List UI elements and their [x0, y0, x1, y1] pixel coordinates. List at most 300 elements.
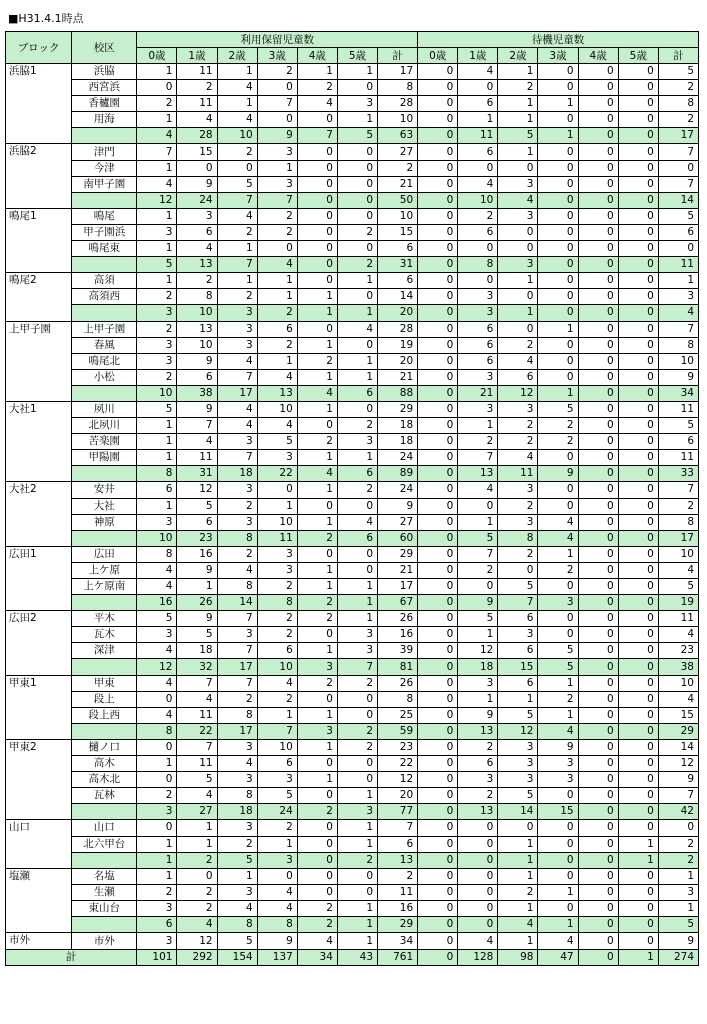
waiting-count-cell: 0	[578, 498, 618, 514]
header-age-waiting: 1歳	[458, 48, 498, 64]
using-count-cell: 3	[297, 659, 337, 675]
using-count-cell: 0	[257, 868, 297, 884]
using-count-cell: 6	[378, 273, 418, 289]
using-count-cell: 2	[257, 337, 297, 353]
using-count-cell: 1	[337, 836, 377, 852]
waiting-count-cell: 6	[458, 321, 498, 337]
using-count-cell: 0	[337, 546, 377, 562]
waiting-count-cell: 0	[418, 80, 458, 96]
using-count-cell: 0	[177, 868, 217, 884]
using-count-cell: 2	[257, 820, 297, 836]
school-name: 樋ノ口	[72, 739, 137, 755]
using-count-cell: 2	[217, 546, 257, 562]
waiting-count-cell: 1	[538, 96, 578, 112]
waiting-count-cell: 0	[618, 369, 658, 385]
table-row	[6, 418, 699, 434]
table-row	[6, 900, 699, 916]
waiting-count-cell: 18	[458, 659, 498, 675]
using-count-cell: 28	[378, 96, 418, 112]
using-count-cell: 17	[217, 659, 257, 675]
waiting-count-cell: 7	[658, 144, 698, 160]
subtotal-label	[72, 595, 137, 611]
using-count-cell: 10	[177, 337, 217, 353]
using-count-cell: 1	[257, 353, 297, 369]
using-count-cell: 24	[257, 804, 297, 820]
waiting-count-cell: 4	[658, 562, 698, 578]
table-row	[6, 176, 699, 192]
using-count-cell: 11	[177, 756, 217, 772]
using-count-cell: 0	[297, 868, 337, 884]
subtotal-label	[72, 128, 137, 144]
using-count-cell: 26	[378, 611, 418, 627]
school-name: 深津	[72, 643, 137, 659]
school-name: 生瀬	[72, 884, 137, 900]
using-count-cell: 7	[177, 739, 217, 755]
using-count-cell: 0	[297, 788, 337, 804]
using-count-cell: 9	[177, 611, 217, 627]
waiting-count-cell: 0	[578, 579, 618, 595]
header-block: ブロック	[6, 32, 72, 64]
waiting-count-cell: 8	[658, 96, 698, 112]
waiting-count-cell: 0	[618, 224, 658, 240]
using-count-cell: 2	[297, 530, 337, 546]
block-name: 市外	[6, 933, 72, 950]
waiting-count-cell: 0	[658, 820, 698, 836]
waiting-count-cell: 0	[578, 64, 618, 80]
using-count-cell: 0	[337, 401, 377, 417]
header-age-using: 0歳	[137, 48, 177, 64]
header-group-waiting: 待機児童数	[418, 32, 699, 48]
using-count-cell: 16	[378, 627, 418, 643]
waiting-count-cell: 4	[458, 482, 498, 498]
waiting-count-cell: 3	[658, 289, 698, 305]
waiting-count-cell: 0	[458, 241, 498, 257]
waiting-count-cell: 3	[458, 675, 498, 691]
block-name: 大社1	[6, 401, 72, 481]
table-row	[6, 80, 699, 96]
using-count-cell: 0	[257, 241, 297, 257]
using-count-cell: 3	[137, 337, 177, 353]
using-count-cell: 7	[137, 144, 177, 160]
waiting-count-cell: 0	[578, 273, 618, 289]
using-count-cell: 3	[217, 739, 257, 755]
using-count-cell: 3	[137, 305, 177, 321]
waiting-count-cell: 1	[498, 144, 538, 160]
using-count-cell: 16	[177, 546, 217, 562]
using-count-cell: 2	[137, 321, 177, 337]
using-count-cell: 8	[378, 80, 418, 96]
waiting-count-cell: 0	[418, 385, 458, 401]
using-count-cell: 2	[137, 289, 177, 305]
waiting-count-cell: 0	[618, 450, 658, 466]
using-count-cell: 1	[257, 836, 297, 852]
using-count-cell: 88	[378, 385, 418, 401]
school-name: 段上西	[72, 707, 137, 723]
using-count-cell: 3	[217, 337, 257, 353]
using-count-cell: 26	[378, 675, 418, 691]
waiting-count-cell: 0	[458, 916, 498, 932]
using-count-cell: 9	[177, 562, 217, 578]
waiting-count-cell: 38	[658, 659, 698, 675]
table-row	[6, 337, 699, 353]
using-count-cell: 6	[257, 321, 297, 337]
using-count-cell: 1	[297, 64, 337, 80]
using-count-cell: 0	[257, 80, 297, 96]
using-count-cell: 6	[137, 482, 177, 498]
school-name: 鳴尾北	[72, 353, 137, 369]
subtotal-row	[6, 305, 699, 321]
using-count-cell: 11	[378, 884, 418, 900]
waiting-count-cell: 0	[458, 80, 498, 96]
waiting-count-cell: 0	[578, 595, 618, 611]
waiting-count-cell: 0	[578, 192, 618, 208]
school-name: 東山台	[72, 900, 137, 916]
waiting-count-cell: 1	[538, 675, 578, 691]
using-count-cell: 2	[137, 369, 177, 385]
waiting-count-cell: 6	[458, 337, 498, 353]
using-count-cell: 2	[137, 788, 177, 804]
waiting-count-cell: 5	[498, 707, 538, 723]
using-count-cell: 2	[257, 305, 297, 321]
waiting-count-cell: 0	[578, 530, 618, 546]
using-count-cell: 1	[137, 836, 177, 852]
waiting-count-cell: 0	[578, 675, 618, 691]
using-count-cell: 6	[337, 466, 377, 482]
waiting-count-cell: 2	[498, 884, 538, 900]
waiting-count-cell: 0	[538, 627, 578, 643]
school-name: 今津	[72, 160, 137, 176]
using-count-cell: 0	[137, 772, 177, 788]
waiting-count-cell: 12	[658, 756, 698, 772]
waiting-count-cell: 0	[538, 112, 578, 128]
waiting-count-cell: 0	[578, 241, 618, 257]
waiting-count-cell: 0	[418, 595, 458, 611]
waiting-count-cell: 0	[538, 208, 578, 224]
using-count-cell: 6	[378, 241, 418, 257]
header-age-waiting: 2歳	[498, 48, 538, 64]
using-count-cell: 18	[378, 434, 418, 450]
header-age-using: 計	[378, 48, 418, 64]
using-count-cell: 11	[177, 450, 217, 466]
waiting-count-cell: 0	[418, 418, 458, 434]
waiting-count-cell: 0	[538, 80, 578, 96]
waiting-count-cell: 0	[618, 820, 658, 836]
waiting-count-cell: 0	[418, 852, 458, 868]
using-count-cell: 20	[378, 305, 418, 321]
waiting-count-cell: 1	[498, 836, 538, 852]
waiting-count-cell: 0	[538, 64, 578, 80]
using-count-cell: 17	[217, 385, 257, 401]
using-count-cell: 4	[137, 675, 177, 691]
waiting-count-cell: 3	[498, 739, 538, 755]
using-count-cell: 19	[378, 337, 418, 353]
waiting-count-cell: 4	[658, 691, 698, 707]
waiting-count-cell: 10	[458, 192, 498, 208]
waiting-count-cell: 5	[498, 128, 538, 144]
waiting-count-cell: 0	[458, 900, 498, 916]
waiting-count-cell: 0	[618, 208, 658, 224]
table-row	[6, 643, 699, 659]
using-count-cell: 26	[177, 595, 217, 611]
waiting-count-cell: 5	[458, 611, 498, 627]
using-count-cell: 4	[217, 80, 257, 96]
using-count-cell: 10	[378, 208, 418, 224]
waiting-count-cell: 0	[458, 160, 498, 176]
waiting-count-cell: 9	[538, 466, 578, 482]
using-count-cell: 81	[378, 659, 418, 675]
waiting-count-cell: 0	[618, 514, 658, 530]
waiting-count-cell: 3	[498, 627, 538, 643]
waiting-count-cell: 0	[578, 160, 618, 176]
using-count-cell: 3	[177, 208, 217, 224]
waiting-count-cell: 0	[418, 160, 458, 176]
table-row	[6, 546, 699, 562]
waiting-count-cell: 0	[418, 772, 458, 788]
waiting-count-cell: 0	[618, 321, 658, 337]
waiting-count-cell: 0	[578, 950, 618, 966]
waiting-count-cell: 0	[578, 707, 618, 723]
waiting-count-cell: 2	[498, 418, 538, 434]
waiting-count-cell: 0	[418, 788, 458, 804]
subtotal-label	[72, 530, 137, 546]
school-name: 甲東	[72, 675, 137, 691]
using-count-cell: 154	[217, 950, 257, 966]
waiting-count-cell: 0	[578, 723, 618, 739]
waiting-count-cell: 0	[538, 192, 578, 208]
using-count-cell: 1	[337, 369, 377, 385]
using-count-cell: 0	[297, 691, 337, 707]
using-count-cell: 17	[378, 64, 418, 80]
waiting-count-cell: 3	[498, 208, 538, 224]
waiting-count-cell: 0	[578, 884, 618, 900]
using-count-cell: 2	[337, 852, 377, 868]
subtotal-row	[6, 852, 699, 868]
using-count-cell: 3	[257, 772, 297, 788]
using-count-cell: 8	[217, 579, 257, 595]
using-count-cell: 1	[137, 273, 177, 289]
using-count-cell: 4	[337, 514, 377, 530]
school-name: 名塩	[72, 868, 137, 884]
using-count-cell: 2	[378, 160, 418, 176]
waiting-count-cell: 0	[618, 273, 658, 289]
waiting-count-cell: 3	[458, 289, 498, 305]
waiting-count-cell: 2	[498, 434, 538, 450]
using-count-cell: 1	[297, 450, 337, 466]
waiting-count-cell: 9	[658, 933, 698, 950]
using-count-cell: 0	[217, 160, 257, 176]
using-count-cell: 3	[137, 900, 177, 916]
waiting-count-cell: 0	[458, 836, 498, 852]
table-row	[6, 450, 699, 466]
using-count-cell: 1	[297, 579, 337, 595]
using-count-cell: 0	[297, 112, 337, 128]
waiting-count-cell: 14	[658, 192, 698, 208]
using-count-cell: 3	[217, 321, 257, 337]
waiting-count-cell: 0	[418, 353, 458, 369]
using-count-cell: 3	[217, 514, 257, 530]
using-count-cell: 0	[297, 418, 337, 434]
waiting-count-cell: 0	[618, 562, 658, 578]
waiting-count-cell: 3	[538, 756, 578, 772]
using-count-cell: 3	[137, 353, 177, 369]
using-count-cell: 3	[257, 546, 297, 562]
using-count-cell: 7	[217, 369, 257, 385]
waiting-count-cell: 0	[418, 579, 458, 595]
waiting-count-cell: 0	[418, 950, 458, 966]
school-name: 安井	[72, 482, 137, 498]
using-count-cell: 3	[217, 434, 257, 450]
waiting-count-cell: 1	[658, 900, 698, 916]
waiting-count-cell: 0	[618, 900, 658, 916]
using-count-cell: 2	[257, 64, 297, 80]
waiting-count-cell: 5	[658, 64, 698, 80]
using-count-cell: 4	[177, 112, 217, 128]
subtotal-row	[6, 128, 699, 144]
school-name: 鳴尾	[72, 208, 137, 224]
using-count-cell: 12	[177, 482, 217, 498]
using-count-cell: 2	[137, 884, 177, 900]
using-count-cell: 21	[378, 369, 418, 385]
table-row	[6, 739, 699, 755]
waiting-count-cell: 0	[418, 208, 458, 224]
using-count-cell: 0	[257, 112, 297, 128]
header-age-waiting: 0歳	[418, 48, 458, 64]
grand-total-row	[6, 950, 699, 966]
using-count-cell: 1	[337, 788, 377, 804]
using-count-cell: 2	[137, 96, 177, 112]
waiting-count-cell: 23	[658, 643, 698, 659]
using-count-cell: 1	[297, 643, 337, 659]
waiting-count-cell: 1	[498, 691, 538, 707]
waiting-count-cell: 2	[458, 208, 498, 224]
waiting-count-cell: 0	[618, 884, 658, 900]
waiting-count-cell: 0	[578, 401, 618, 417]
waiting-count-cell: 0	[618, 64, 658, 80]
waiting-count-cell: 0	[618, 916, 658, 932]
waiting-count-cell: 4	[498, 353, 538, 369]
using-count-cell: 10	[137, 385, 177, 401]
waiting-count-cell: 0	[618, 176, 658, 192]
using-count-cell: 0	[337, 691, 377, 707]
using-count-cell: 1	[337, 112, 377, 128]
waiting-count-cell: 1	[498, 273, 538, 289]
waiting-count-cell: 2	[658, 80, 698, 96]
using-count-cell: 12	[177, 933, 217, 950]
using-count-cell: 1	[217, 273, 257, 289]
using-count-cell: 5	[337, 128, 377, 144]
waiting-count-cell: 2	[458, 788, 498, 804]
using-count-cell: 18	[217, 804, 257, 820]
school-name: 高須西	[72, 289, 137, 305]
waiting-count-cell: 0	[538, 144, 578, 160]
waiting-count-cell: 1	[458, 418, 498, 434]
using-count-cell: 6	[177, 369, 217, 385]
header-age-waiting: 3歳	[538, 48, 578, 64]
using-count-cell: 4	[217, 353, 257, 369]
using-count-cell: 6	[177, 224, 217, 240]
block-name: 広田2	[6, 611, 72, 675]
using-count-cell: 7	[378, 820, 418, 836]
using-count-cell: 1	[257, 273, 297, 289]
using-count-cell: 2	[297, 595, 337, 611]
using-count-cell: 1	[137, 756, 177, 772]
subtotal-row	[6, 466, 699, 482]
waiting-count-cell: 0	[578, 611, 618, 627]
using-count-cell: 7	[177, 675, 217, 691]
using-count-cell: 2	[257, 611, 297, 627]
using-count-cell: 1	[137, 434, 177, 450]
using-count-cell: 2	[257, 691, 297, 707]
waiting-count-cell: 2	[458, 739, 498, 755]
using-count-cell: 5	[137, 401, 177, 417]
waiting-count-cell: 4	[658, 627, 698, 643]
waiting-count-cell: 1	[458, 691, 498, 707]
using-count-cell: 11	[177, 707, 217, 723]
waiting-count-cell: 0	[618, 659, 658, 675]
school-name: 上ケ原	[72, 562, 137, 578]
using-count-cell: 2	[297, 916, 337, 932]
using-count-cell: 1	[297, 337, 337, 353]
table-row	[6, 321, 699, 337]
using-count-cell: 34	[297, 950, 337, 966]
using-count-cell: 2	[177, 273, 217, 289]
waiting-count-cell: 12	[498, 723, 538, 739]
waiting-count-cell: 0	[538, 337, 578, 353]
waiting-count-cell: 4	[538, 723, 578, 739]
waiting-count-cell: 2	[658, 498, 698, 514]
waiting-count-cell: 0	[578, 804, 618, 820]
using-count-cell: 67	[378, 595, 418, 611]
subtotal-row	[6, 530, 699, 546]
school-name: 段上	[72, 691, 137, 707]
using-count-cell: 10	[177, 305, 217, 321]
waiting-count-cell: 0	[578, 627, 618, 643]
waiting-count-cell: 2	[658, 836, 698, 852]
waiting-count-cell: 9	[538, 739, 578, 755]
waiting-count-cell: 0	[538, 224, 578, 240]
waiting-count-cell: 1	[498, 900, 538, 916]
table-row	[6, 369, 699, 385]
waiting-count-cell: 0	[578, 900, 618, 916]
waiting-count-cell: 4	[538, 933, 578, 950]
using-count-cell: 3	[217, 305, 257, 321]
waiting-count-cell: 1	[618, 950, 658, 966]
waiting-count-cell: 0	[578, 385, 618, 401]
using-count-cell: 4	[177, 916, 217, 932]
waiting-count-cell: 0	[578, 659, 618, 675]
school-name: 津門	[72, 144, 137, 160]
waiting-count-cell: 1	[458, 627, 498, 643]
using-count-cell: 1	[297, 369, 337, 385]
waiting-count-cell: 6	[498, 611, 538, 627]
using-count-cell: 1	[177, 820, 217, 836]
waiting-count-cell: 8	[458, 257, 498, 273]
using-count-cell: 31	[378, 257, 418, 273]
using-count-cell: 22	[257, 466, 297, 482]
table-row	[6, 820, 699, 836]
using-count-cell: 2	[337, 418, 377, 434]
waiting-count-cell: 6	[498, 675, 538, 691]
waiting-count-cell: 0	[418, 96, 458, 112]
waiting-count-cell: 2	[538, 691, 578, 707]
waiting-count-cell: 0	[418, 305, 458, 321]
waiting-count-cell: 4	[458, 176, 498, 192]
using-count-cell: 23	[177, 530, 217, 546]
table-row	[6, 707, 699, 723]
using-count-cell: 0	[297, 498, 337, 514]
school-name: 神原	[72, 514, 137, 530]
waiting-count-cell: 0	[618, 772, 658, 788]
